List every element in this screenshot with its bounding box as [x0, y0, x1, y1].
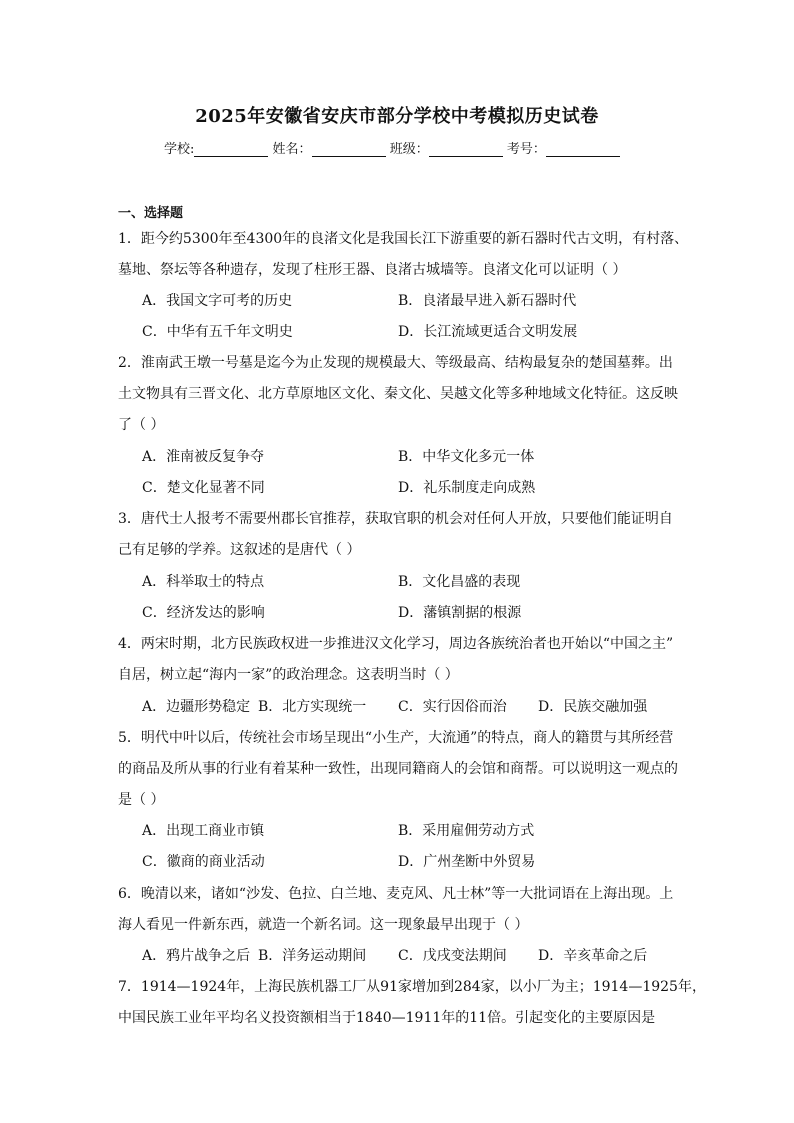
question-3-option-a[interactable]: A．科举取士的特点: [142, 574, 265, 590]
question-2-option-b[interactable]: B．中华文化多元一体: [398, 449, 535, 465]
number-label: 考号：: [506, 142, 546, 157]
question-2-line-2: 土文物具有三晋文化、北方草原地区文化、秦文化、吴越文化等多种地域文化特征。这反映: [118, 386, 678, 402]
class-blank[interactable]: [429, 142, 503, 157]
question-4-line-1: 4．两宋时期，北方民族政权进一步推进汉文化学习，周边各族统治者也开始以“中国之主”: [118, 636, 674, 652]
question-6-option-d[interactable]: D．辛亥革命之后: [538, 948, 648, 964]
question-2-option-a[interactable]: A．淮南被反复争夺: [142, 449, 265, 465]
class-label: 班级：: [389, 142, 429, 157]
question-1-line-1: 1．距今约5300年至4300年的良渚文化是我国长江下游重要的新石器时代古文明，有村落、: [118, 231, 689, 247]
question-2-line-1: 2．淮南武王墩一号墓是迄今为止发现的规模最大、等级最高、结构最复杂的楚国墓葬。出: [118, 355, 673, 371]
question-4-line-2: 自居，树立起“海内一家”的政治理念。这表明当时（ ）: [118, 667, 459, 683]
section-heading: 一、选择题: [118, 206, 184, 221]
question-3-line-2: 己有足够的学养。这叙述的是唐代（ ）: [118, 542, 361, 558]
question-4-option-b[interactable]: B．北方实现统一: [258, 699, 367, 715]
question-5-option-d[interactable]: D．广州垄断中外贸易: [398, 854, 536, 870]
question-1-line-2: 墓地、祭坛等各种遗存，发现了柱形王器、良渚古城墙等。良渚文化可以证明（ ）: [118, 262, 627, 278]
name-label: 姓名：: [272, 142, 312, 157]
question-6-line-1: 6．晚清以来，诸如“沙发、色拉、白兰地、麦克风、凡士林”等一大批词语在上海出现。上: [118, 886, 674, 902]
school-blank[interactable]: [194, 142, 268, 157]
question-1-option-a[interactable]: A．我国文字可考的历史: [142, 293, 293, 309]
question-4-option-d[interactable]: D．民族交融加强: [538, 699, 648, 715]
question-6-option-b[interactable]: B．洋务运动期间: [258, 948, 367, 964]
question-5-line-1: 5．明代中叶以后，传统社会市场呈现出“小生产，大流通”的特点，商人的籍贯与其所经营: [118, 730, 674, 746]
student-info-row: [164, 138, 620, 157]
question-6-option-a[interactable]: A．鸦片战争之后: [142, 948, 251, 964]
question-2-line-3: 了（ ）: [118, 417, 165, 433]
question-5-option-a[interactable]: A．出现工商业市镇: [142, 823, 265, 839]
question-7-line-2: 中国民族工业年平均名义投资额相当于1840—1911年的11倍。引起变化的主要原因是: [118, 1010, 656, 1026]
question-5-option-c[interactable]: C．徽商的商业活动: [142, 854, 265, 870]
question-2-option-c[interactable]: C．楚文化显著不同: [142, 480, 265, 496]
question-4-option-c[interactable]: C．实行因俗而治: [398, 699, 507, 715]
question-3-line-1: 3．唐代士人报考不需要州郡长官推荐，获取官职的机会对任何人开放，只要他们能证明自: [118, 511, 673, 527]
question-3-option-d[interactable]: D．藩镇割据的根源: [398, 605, 522, 621]
page-title: 2025年安徽省安庆市部分学校中考模拟历史试卷: [195, 106, 599, 127]
name-blank[interactable]: [312, 142, 386, 157]
question-6-line-2: 海人看见一件新东西，就造一个新名词。这一现象最早出现于（ ）: [118, 917, 529, 933]
question-6-option-c[interactable]: C．戊戌变法期间: [398, 948, 507, 964]
question-5-option-b[interactable]: B．采用雇佣劳动方式: [398, 823, 535, 839]
question-5-line-3: 是（ ）: [118, 792, 165, 808]
question-3-option-b[interactable]: B．文化昌盛的表现: [398, 574, 521, 590]
question-3-option-c[interactable]: C．经济发达的影响: [142, 605, 265, 621]
school-label: 学校:: [164, 142, 195, 157]
question-4-option-a[interactable]: A．边疆形势稳定: [142, 699, 251, 715]
question-7-line-1: 7．1914—1924年，上海民族机器工厂从91家增加到284家，以小厂为主；1914—1925年，: [118, 979, 706, 995]
question-1-option-b[interactable]: B．良渚最早进入新石器时代: [398, 293, 577, 309]
question-2-option-d[interactable]: D．礼乐制度走向成熟: [398, 480, 536, 496]
number-blank[interactable]: [546, 142, 620, 157]
question-1-option-d[interactable]: D．长江流域更适合文明发展: [398, 324, 578, 340]
question-5-line-2: 的商品及所从事的行业有着某种一致性，出现同籍商人的会馆和商帮。可以说明这一观点的: [118, 761, 678, 777]
question-1-option-c[interactable]: C．中华有五千年文明史: [142, 324, 293, 340]
